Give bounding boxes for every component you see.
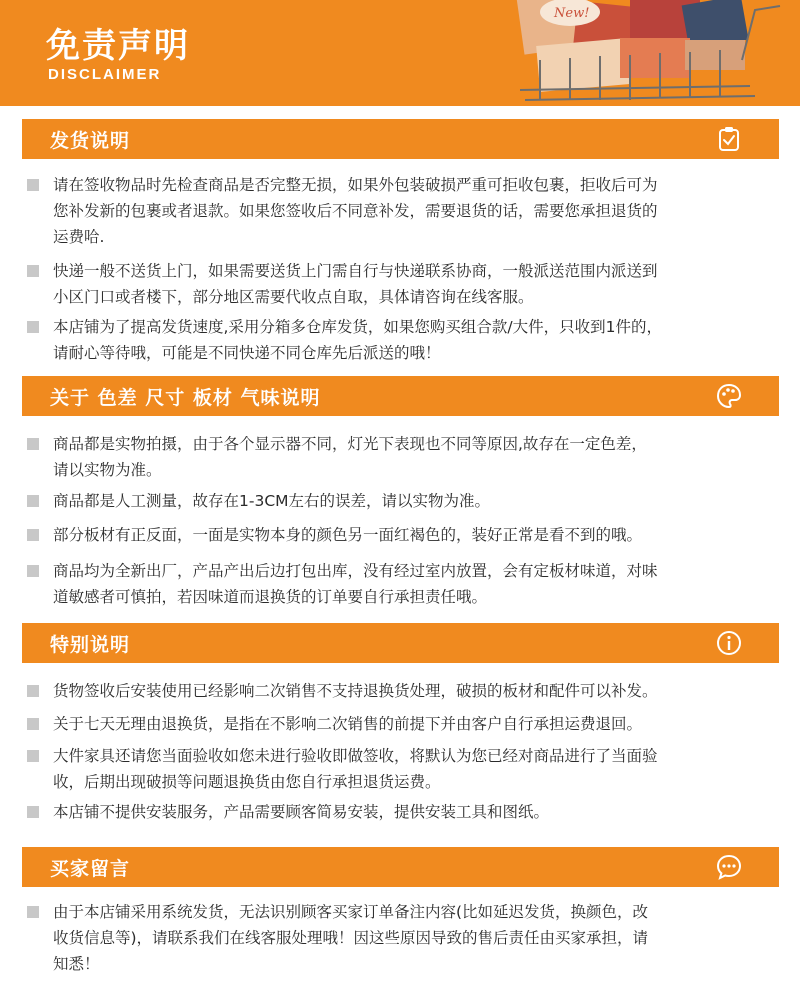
bullet-marker [27,806,39,818]
item-line: 运费哈. [53,228,105,246]
section-header-shipping [22,119,779,159]
bullet-marker [27,529,39,541]
bullet-marker [27,685,39,697]
page-title: 免责声明 [46,26,190,66]
item-line: 货物签收后安装使用已经影响二次销售不支持退换货处理，破损的板材和配件可以补发。 [53,682,658,700]
list-item [22,558,782,610]
item-line: 收货信息等)，请联系我们在线客服处理哦！因这些原因导致的售后责任由买家承担，请 [53,929,649,947]
info-icon [715,629,743,657]
shopping-cart-illustration [480,0,800,106]
bullet-marker [27,321,39,333]
list-item [22,522,782,548]
bullet-marker [27,750,39,762]
bullet-marker [27,179,39,191]
section-header-color-size [22,376,779,416]
list-item [22,678,782,704]
bullet-marker [27,495,39,507]
bullet-marker [27,906,39,918]
item-line: 请耐心等待哦，可能是不同快递不同仓库先后派送的哦！ [53,344,441,362]
list-item [22,258,782,310]
item-line: 由于本店铺采用系统发货，无法识别顾客买家订单备注内容(比如延迟发货，换颜色，改 [53,903,649,921]
bullet-marker [27,265,39,277]
item-line: 您补发新的包裹或者退款。如果您签收后不同意补发，需要退货的话，需要您承担退货的 [53,202,658,220]
section-title: 发货说明 [50,130,131,152]
item-line: 部分板材有正反面，一面是实物本身的颜色另一面红褐色的，装好正常是看不到的哦。 [53,526,643,544]
bullet-marker [27,718,39,730]
item-line: 商品均为全新出厂，产品产出后边打包出库，没有经过室内放置，会有定板材味道，对味 [53,562,658,580]
item-line: 大件家具还请您当面验收如您未进行验收即做签收，将默认为您已经对商品进行了当面验 [53,747,658,765]
bullet-marker [27,565,39,577]
item-line: 小区门口或者楼下，部分地区需要代收点自取，具体请咨询在线客服。 [53,288,534,306]
list-item [22,172,782,250]
chat-bubble-icon [715,853,743,881]
item-line: 关于七天无理由退换货，是指在不影响二次销售的前提下并由客户自行承担运费退回。 [53,715,643,733]
item-line: 请以实物为准。 [53,461,162,479]
item-line: 本店铺为了提高发货速度,采用分箱多仓库发货，如果您购买组合款/大件，只收到1件的， [53,318,663,336]
item-line: 请在签收物品时先检查商品是否完整无损，如果外包装破损严重可拒收包裹，拒收后可为 [53,176,658,194]
item-line: 商品都是实物拍摄，由于各个显示器不同，灯光下表现也不同等原因,故存在一定色差， [53,435,647,453]
item-line: 收，后期出现破损等问题退换货由您自行承担退货运费。 [53,773,441,791]
list-item [22,314,782,366]
item-line: 知悉！ [53,955,100,973]
bullet-marker [27,438,39,450]
section-title: 特别说明 [50,634,131,656]
item-line: 道敏感者可慎拍，若因味道而退换货的订单要自行承担责任哦。 [53,588,488,606]
list-item [22,799,782,825]
item-line: 本店铺不提供安装服务，产品需要顾客简易安装，提供安装工具和图纸。 [53,803,550,821]
item-line: 商品都是人工测量，故存在1-3CM左右的误差，请以实物为准。 [53,492,491,510]
section-header-buyer-message [22,847,779,887]
section-title: 买家留言 [50,858,131,880]
list-item [22,743,782,795]
new-badge-text: New! [554,6,590,21]
list-item [22,711,782,737]
section-title: 关于 色差 尺寸 板材 气味说明 [50,387,321,409]
list-item [22,431,782,483]
item-line: 快递一般不送货上门，如果需要送货上门需自行与快递联系协商，一般派送范围内派送到 [53,262,658,280]
list-item [22,899,782,977]
list-item [22,488,782,514]
header-banner [0,0,800,106]
clipboard-check-icon [715,125,743,153]
palette-icon [715,382,743,410]
section-header-special [22,623,779,663]
page-subtitle: DISCLAIMER [48,66,162,83]
